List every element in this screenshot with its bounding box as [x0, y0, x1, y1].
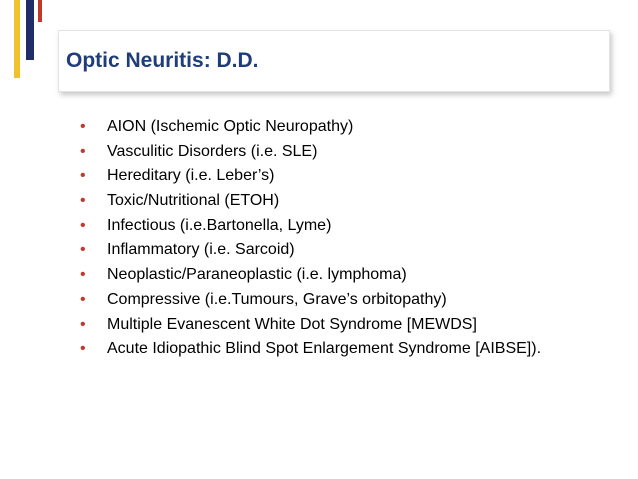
- bullet-text: Vasculitic Disorders (i.e. SLE): [107, 142, 318, 160]
- bullet-item: [80, 288, 610, 312]
- bullet-item: [80, 164, 610, 188]
- bullet-symbol: •: [80, 142, 86, 160]
- bullet-item: [80, 263, 610, 287]
- bullet-symbol: •: [80, 167, 86, 185]
- bullet-list: [80, 115, 610, 362]
- bullet-symbol: •: [80, 340, 86, 358]
- bullet-symbol: •: [80, 192, 86, 210]
- bullet-item: [80, 214, 610, 238]
- bullet-symbol: •: [80, 315, 86, 333]
- title-box: [58, 30, 610, 92]
- bullet-text: Infectious (i.e.Bartonella, Lyme): [107, 216, 332, 234]
- bullet-text: AION (Ischemic Optic Neuropathy): [107, 118, 354, 135]
- accent-bar-navy: [26, 0, 34, 60]
- bullet-item: [80, 313, 610, 337]
- bullet-item: [80, 337, 610, 361]
- bullet-symbol: •: [80, 266, 86, 284]
- bullet-text: Inflammatory (i.e. Sarcoid): [107, 241, 295, 259]
- bullet-text: Hereditary (i.e. Leber’s): [107, 167, 275, 185]
- bullet-text: Multiple Evanescent White Dot Syndrome [MEWDS]: [107, 315, 477, 333]
- accent-bar-yellow: [14, 0, 20, 78]
- accent-bar-red: [38, 0, 42, 22]
- bullet-symbol: •: [80, 290, 86, 308]
- bullet-item: [80, 115, 610, 139]
- bullet-item: [80, 140, 610, 164]
- bullet-text: Compressive (i.e.Tumours, Grave’s orbitopathy): [107, 290, 447, 308]
- bullet-symbol: •: [80, 216, 86, 234]
- bullet-text: Acute Idiopathic Blind Spot Enlargement Syndrome [AIBSE]).: [107, 340, 542, 358]
- bullet-item: [80, 189, 610, 213]
- bullet-text: Neoplastic/Paraneoplastic (i.e. lymphoma): [107, 266, 407, 284]
- bullet-item: [80, 238, 610, 262]
- slide-title: Optic Neuritis: D.D.: [66, 49, 259, 72]
- bullet-text: Toxic/Nutritional (ETOH): [107, 192, 280, 210]
- bullet-symbol: •: [80, 241, 86, 259]
- bullet-symbol: •: [80, 118, 86, 135]
